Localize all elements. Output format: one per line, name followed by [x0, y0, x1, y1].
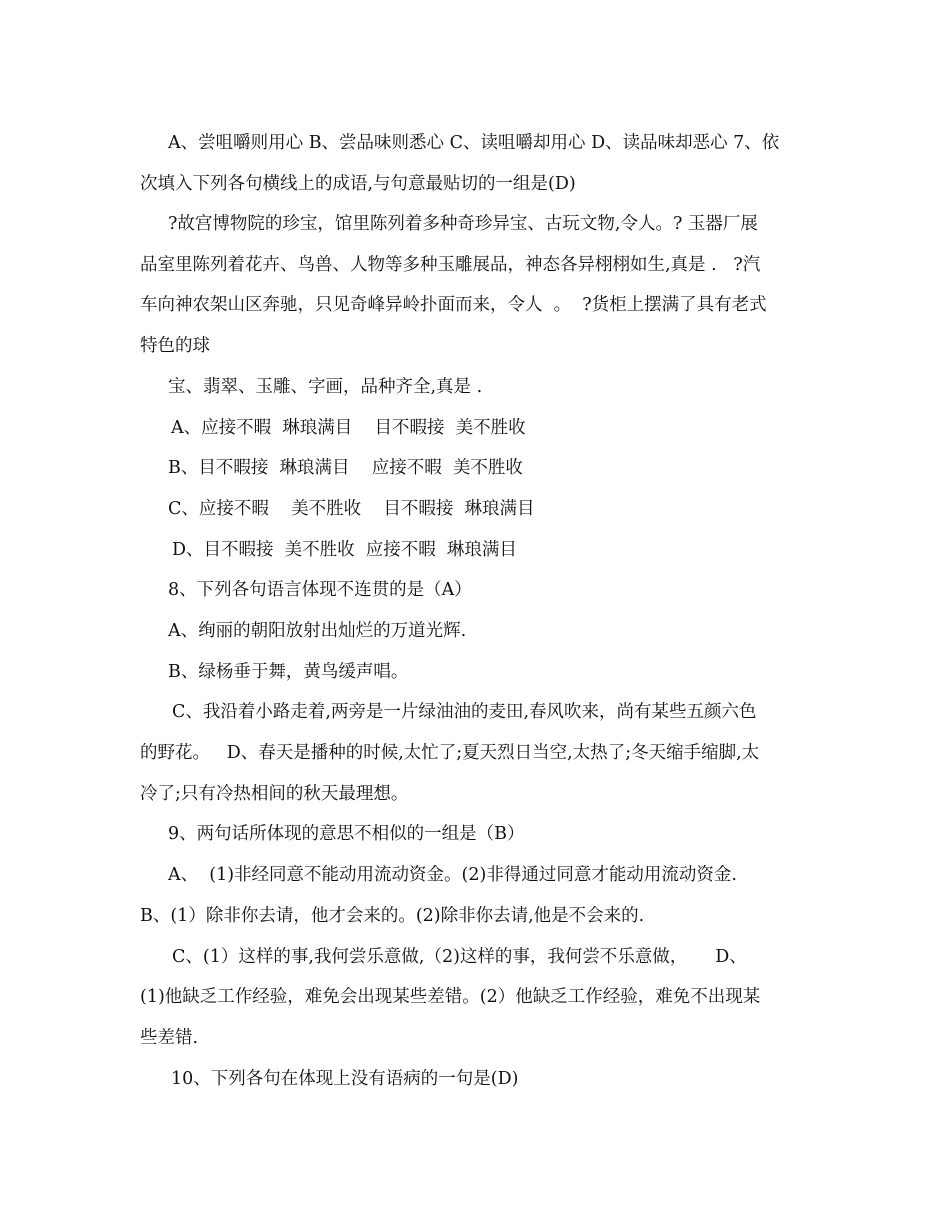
question-line: 9、两句话所体现的意思不相似的一组是（B）	[168, 824, 525, 844]
option-line: B、绿杨垂于舞，黄鸟缓声唱。	[168, 662, 409, 682]
text-line: A、尝咀嚼则用心 B、尝品味则悉心 C、读咀嚼却用心 D、读品味却恶心 7、依	[168, 133, 780, 153]
question-line: 10、下列各句在体现上没有语病的一句是(D)	[171, 1069, 519, 1089]
text-line: 冷了;只有冷热相间的秋天最理想。	[140, 784, 409, 804]
text-line: 宝、翡翠、玉雕、字画，品种齐全,真是 .	[168, 377, 483, 397]
text-line: 次填入下列各句横线上的成语,与句意最贴切的一组是(D)	[140, 174, 576, 194]
option-line: C、我沿着小路走着,两旁是一片绿油油的麦田,春风吹来，尚有某些五颜六色	[172, 702, 757, 722]
text-line: 特色的球	[140, 336, 210, 356]
option-line: A、 (1)非经同意不能动用流动资金。(2)非得通过同意才能动用流动资金.	[168, 865, 737, 885]
question-line: 8、下列各句语言体现不连贯的是（A）	[168, 580, 472, 600]
option-line: C、(1）这样的事,我何尝乐意做,（2)这样的事，我何尝不乐意做， D、	[172, 947, 747, 967]
text-line: 些差错.	[140, 1028, 199, 1048]
text-line: (1)他缺乏工作经验，难免会出现某些差错。(2）他缺乏工作经验，难免不出现某	[140, 987, 761, 1007]
option-line: B、(1）除非你去请，他才会来的。(2)除非你去请,他是不会来的.	[140, 906, 645, 926]
option-line: A、绚丽的朝阳放射出灿烂的万道光辉.	[168, 621, 467, 641]
text-line: 品室里陈列着花卉、鸟兽、人物等多种玉雕展品，神态各异栩栩如生,真是 . ?汽	[140, 255, 761, 275]
option-line: A、应接不暇 琳琅满目 目不暇接 美不胜收	[171, 418, 526, 438]
text-line: 的野花。 D、春天是播种的时候,太忙了;夏天烈日当空,太热了;冬天缩手缩脚,太	[140, 743, 760, 763]
option-line: B、目不暇接 琳琅满目 应接不暇 美不胜收	[168, 458, 523, 478]
text-line: 车向神农架山区奔驰，只见奇峰异岭扑面而来，令人 。 ?货柜上摆满了具有老式	[140, 295, 767, 315]
option-line: D、目不暇接 美不胜收 应接不暇 琳琅满目	[172, 540, 517, 560]
text-line: ?故宫博物院的珍宝，馆里陈列着多种奇珍异宝、古玩文物,令人。? 玉器厂展	[168, 214, 758, 234]
option-line: C、应接不暇 美不胜收 目不暇接 琳琅满目	[168, 499, 535, 519]
